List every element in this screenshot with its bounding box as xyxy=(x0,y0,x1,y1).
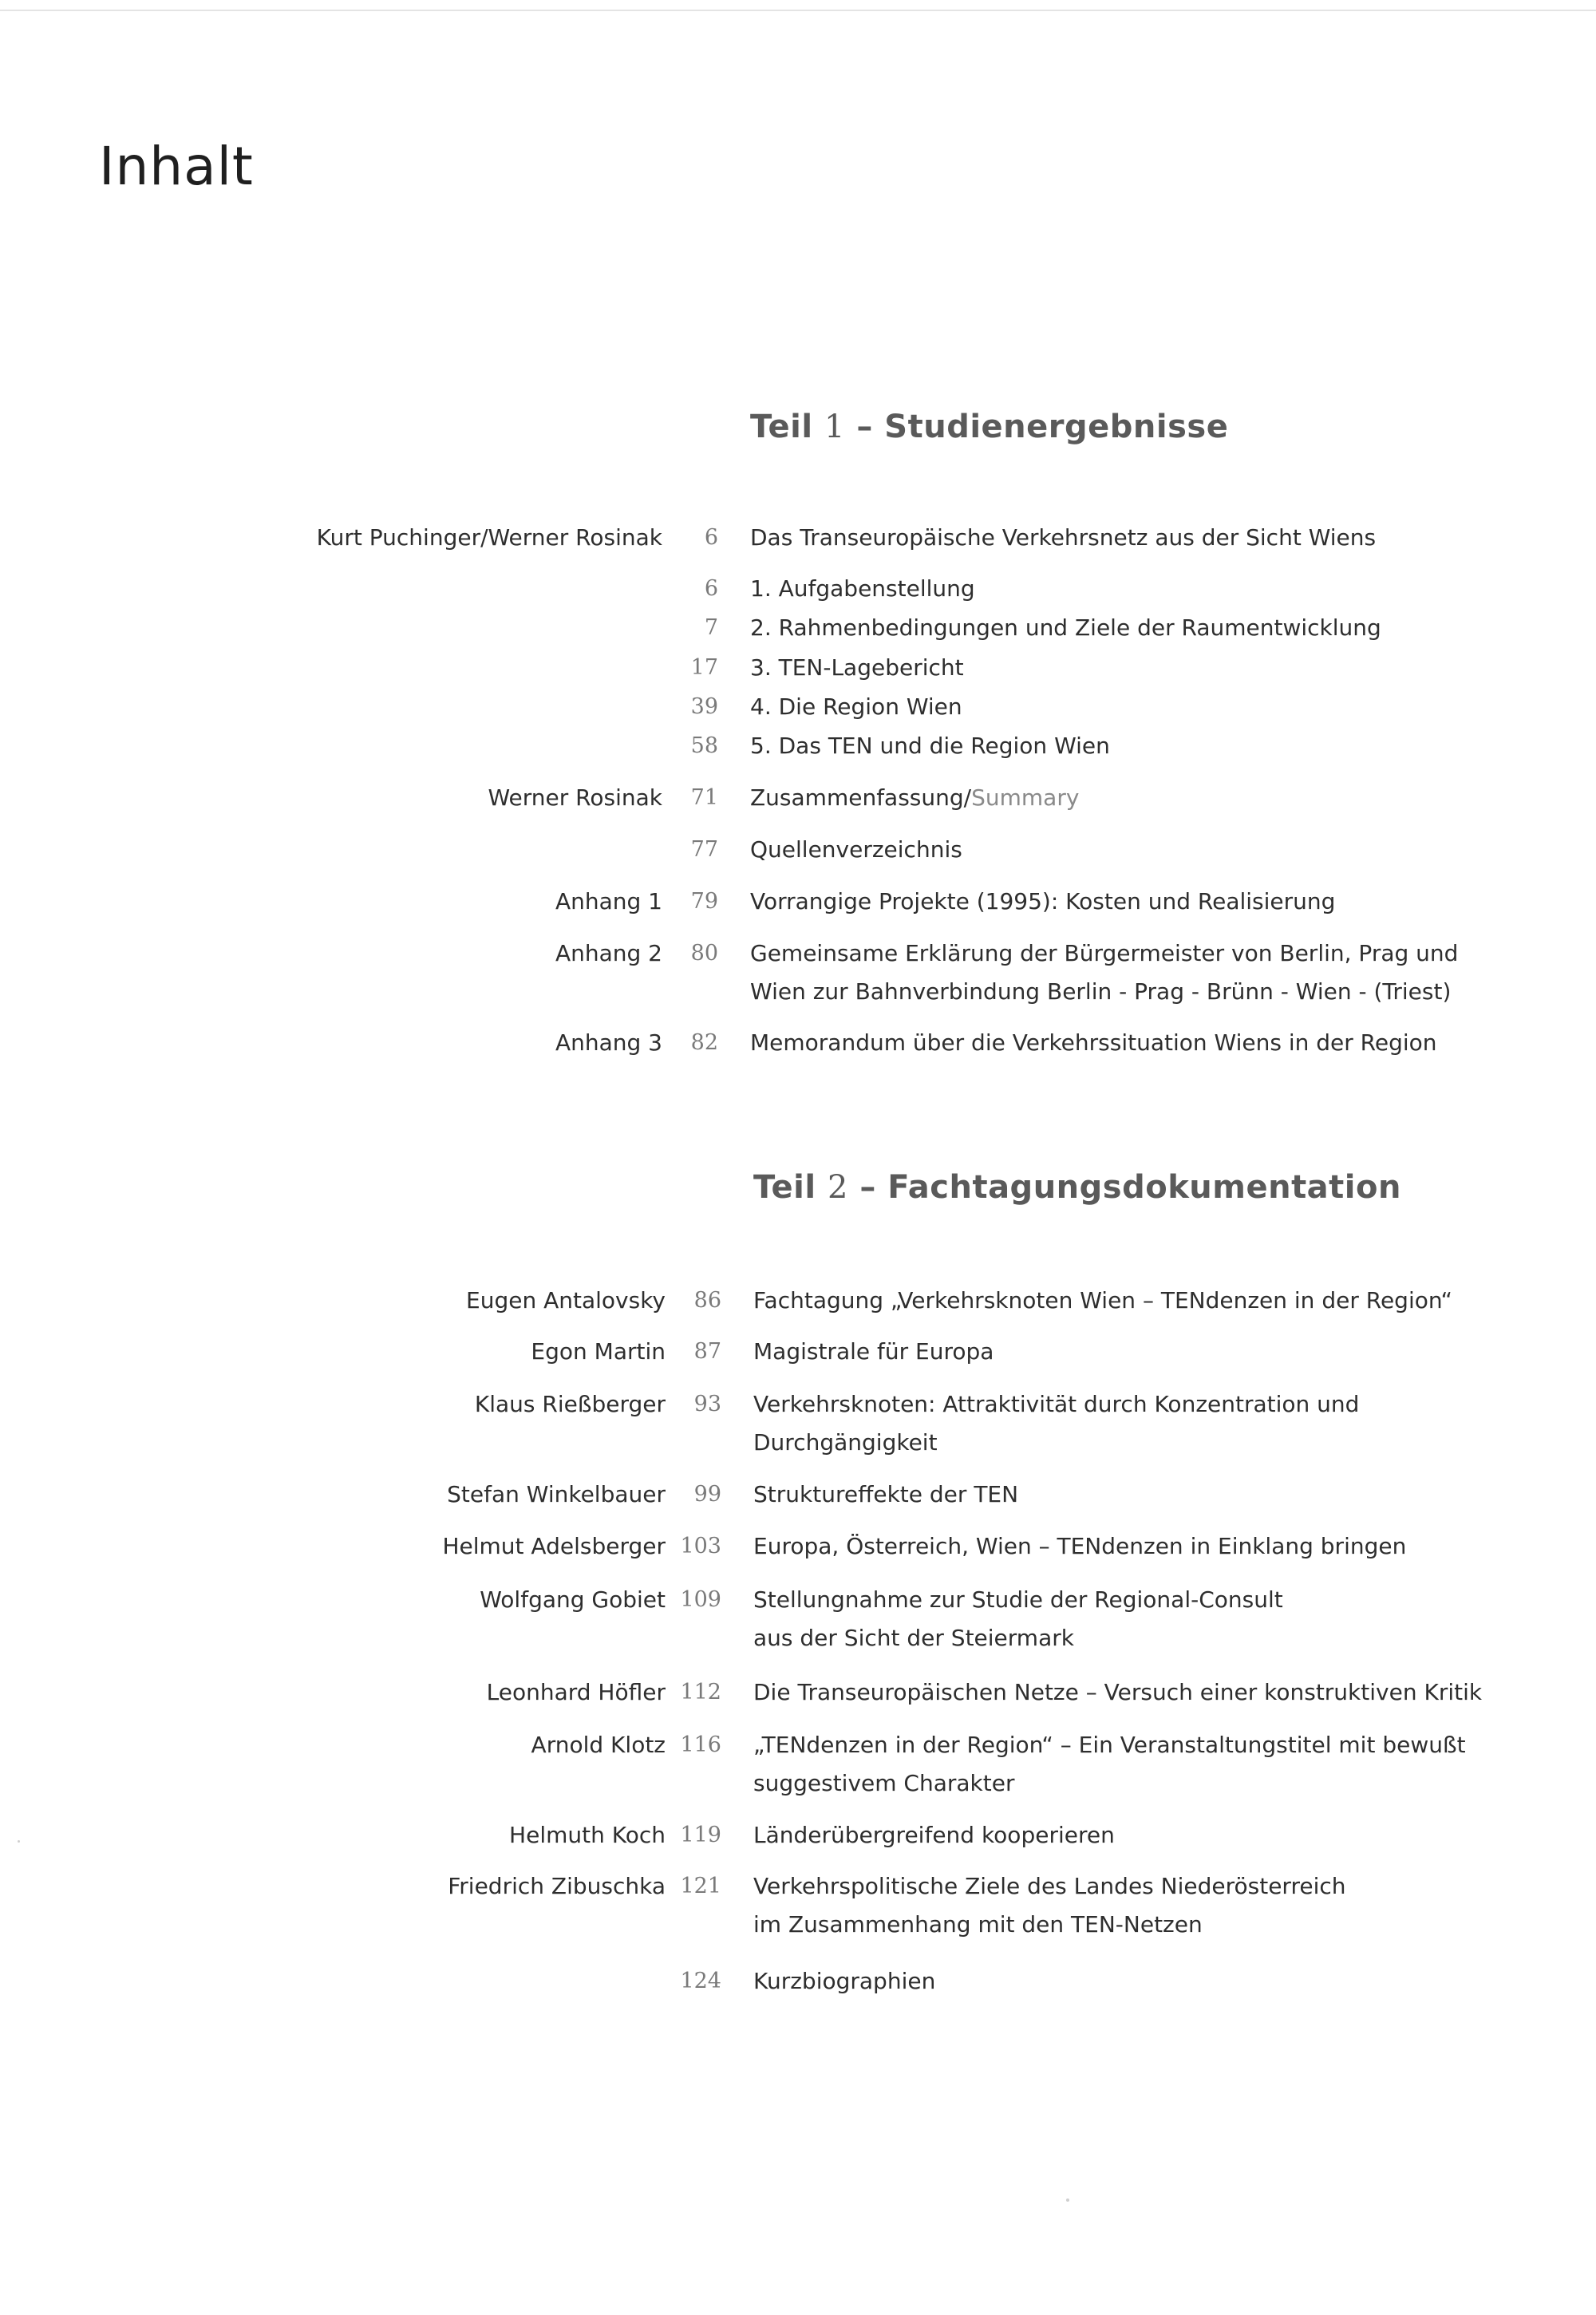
toc-author: Klaus Rießberger xyxy=(474,1391,666,1417)
toc-author: Stefan Winkelbauer xyxy=(447,1481,666,1507)
toc-title xyxy=(753,1333,1456,1371)
part2-heading-text: – Fachtagungsdokumentation xyxy=(859,1169,1401,1206)
toc-page-number: 79 xyxy=(690,889,718,914)
toc-title-line: 5. Das TEN und die Region Wien xyxy=(750,733,1110,759)
toc-page-number: 103 xyxy=(680,1534,721,1558)
toc-title-line: Fachtagung „Verkehrsknoten Wien – TENdenzen in der Region“ xyxy=(753,1287,1453,1314)
toc-title-line: im Zusammenhang mit den TEN-Netzen xyxy=(753,1911,1203,1938)
part1-heading-text: – Studienergebnisse xyxy=(856,409,1229,445)
toc-title xyxy=(753,1867,1456,1944)
toc-author: Arnold Klotz xyxy=(531,1732,666,1758)
toc-author: Werner Rosinak xyxy=(488,784,662,811)
toc-author: Leonhard Höfler xyxy=(486,1679,666,1705)
toc-title xyxy=(750,779,1452,817)
toc-title-line: 1. Aufgabenstellung xyxy=(750,575,975,602)
toc-page-number: 39 xyxy=(690,694,718,719)
toc-title-line: Verkehrsknoten: Attraktivität durch Konzentration und xyxy=(753,1391,1360,1417)
toc-page-number: 124 xyxy=(680,1969,721,1993)
toc-page-number: 99 xyxy=(693,1482,721,1507)
toc-title-line: 4. Die Region Wien xyxy=(750,693,962,720)
part1-heading xyxy=(750,409,1228,445)
toc-title-line: Magistrale für Europa xyxy=(753,1338,994,1365)
toc-author: Helmuth Koch xyxy=(509,1822,666,1848)
toc-author: Eugen Antalovsky xyxy=(466,1287,666,1314)
toc-page-number: 71 xyxy=(690,785,718,810)
toc-title xyxy=(753,1581,1456,1657)
toc-title-line: suggestivem Charakter xyxy=(753,1770,1015,1796)
toc-title xyxy=(750,883,1452,921)
toc-title xyxy=(753,1476,1456,1514)
toc-title xyxy=(750,570,1452,608)
toc-title xyxy=(753,1816,1456,1855)
toc-title-line: 3. TEN-Lagebericht xyxy=(750,654,964,681)
toc-author: Egon Martin xyxy=(531,1338,666,1365)
toc-title-line: Wien zur Bahnverbindung Berlin - Prag - Brünn - Wien - (Triest) xyxy=(750,978,1452,1005)
toc-page-number: 109 xyxy=(680,1587,721,1612)
part2-heading xyxy=(753,1169,1401,1206)
toc-title-line: aus der Sicht der Steiermark xyxy=(753,1625,1074,1651)
toc-title xyxy=(750,727,1452,765)
toc-title-line: Quellenverzeichnis xyxy=(750,836,962,863)
toc-title-main: Zusammenfassung/ xyxy=(750,784,972,811)
toc-author: Helmut Adelsberger xyxy=(442,1533,666,1559)
toc-title-line: Gemeinsame Erklärung der Bürgermeister von Berlin, Prag und xyxy=(750,940,1459,966)
toc-title-line: Struktureffekte der TEN xyxy=(753,1481,1019,1507)
toc-author: Friedrich Zibuschka xyxy=(448,1873,666,1899)
toc-page-number: 77 xyxy=(690,837,718,862)
scan-speck xyxy=(1066,2198,1069,2202)
toc-title-line: Memorandum über die Verkehrssituation Wiens in der Region xyxy=(750,1029,1437,1056)
toc-page-number: 116 xyxy=(680,1732,721,1757)
toc-title-line: Länderübergreifend kooperieren xyxy=(753,1822,1115,1848)
toc-title xyxy=(753,1673,1483,1712)
toc-page-number: 6 xyxy=(704,525,718,550)
toc-title-line: Die Transeuropäischen Netze – Versuch einer konstruktiven Kritik xyxy=(753,1679,1483,1705)
page-title: Inhalt xyxy=(99,136,254,197)
toc-title-line xyxy=(750,779,1452,817)
part2-heading-number: 2 xyxy=(827,1169,848,1206)
toc-author: Anhang 2 xyxy=(555,940,662,966)
toc-title xyxy=(750,649,1452,687)
toc-title xyxy=(753,1282,1456,1320)
toc-title xyxy=(753,1527,1456,1566)
toc-title xyxy=(750,831,1452,869)
toc-page-number: 121 xyxy=(680,1874,721,1898)
toc-page-number: 58 xyxy=(690,733,718,758)
toc-title-line: Vorrangige Projekte (1995): Kosten und Realisierung xyxy=(750,888,1336,915)
toc-page-number: 7 xyxy=(704,615,718,640)
toc-author: Anhang 1 xyxy=(555,888,662,915)
toc-page-number: 112 xyxy=(680,1680,721,1705)
toc-title-line: Europa, Österreich, Wien – TENdenzen in Einklang bringen xyxy=(753,1533,1407,1559)
toc-page-number: 87 xyxy=(693,1339,721,1364)
scan-speck xyxy=(18,1840,20,1843)
toc-author: Anhang 3 xyxy=(555,1029,662,1056)
toc-title-line: Kurzbiographien xyxy=(753,1968,936,1994)
toc-author: Wolfgang Gobiet xyxy=(480,1586,666,1613)
toc-title-line: 2. Rahmenbedingungen und Ziele der Raumentwicklung xyxy=(750,614,1381,641)
toc-title xyxy=(753,1962,1456,2001)
toc-page-number: 6 xyxy=(704,576,718,601)
toc-title-line: Das Transeuropäische Verkehrsnetz aus der Sicht Wiens xyxy=(750,524,1377,551)
part1-heading-number: 1 xyxy=(824,409,845,445)
toc-title xyxy=(753,1726,1466,1803)
toc-page-number: 93 xyxy=(693,1392,721,1416)
toc-page-number: 119 xyxy=(680,1823,721,1847)
toc-page-number: 86 xyxy=(693,1288,721,1313)
toc-title-line: Verkehrspolitische Ziele des Landes Niederösterreich xyxy=(753,1873,1346,1899)
toc-title-line: Durchgängigkeit xyxy=(753,1429,938,1456)
toc-page-number: 80 xyxy=(690,941,718,966)
toc-title xyxy=(750,519,1452,557)
toc-title xyxy=(750,688,1452,726)
part1-heading-label: Teil xyxy=(750,409,813,445)
toc-title-summary: Summary xyxy=(971,784,1080,811)
toc-title xyxy=(750,934,1459,1011)
part2-heading-label: Teil xyxy=(753,1169,816,1206)
toc-page-number: 17 xyxy=(690,655,718,680)
toc-title xyxy=(750,1024,1452,1062)
toc-title xyxy=(750,609,1452,647)
toc-title xyxy=(753,1385,1456,1462)
toc-page-number: 82 xyxy=(690,1030,718,1055)
toc-title-line: Stellungnahme zur Studie der Regional-Consult xyxy=(753,1586,1283,1613)
toc-author: Kurt Puchinger/Werner Rosinak xyxy=(316,524,662,551)
top-edge-line xyxy=(0,10,1596,11)
toc-title-line: „TENdenzen in der Region“ – Ein Veranstaltungstitel mit bewußt xyxy=(753,1732,1466,1758)
